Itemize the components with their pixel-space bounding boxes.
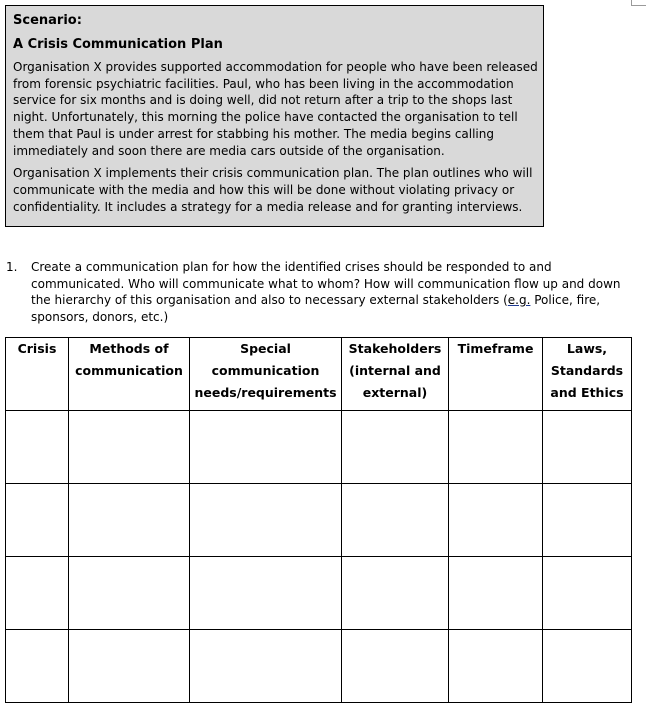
table-row — [6, 411, 632, 484]
communication-plan-table — [5, 337, 632, 703]
table-cell[interactable] — [342, 411, 449, 484]
header-methods: Methods of communication — [69, 338, 190, 411]
page-corner-mark — [631, 0, 646, 6]
table-cell[interactable] — [449, 630, 543, 703]
table-cell[interactable] — [190, 557, 342, 630]
header-stakeholders: Stakeholders (internal and external) — [342, 338, 449, 411]
eg-abbreviation: e.g. — [507, 293, 531, 307]
table-cell[interactable] — [6, 630, 69, 703]
scenario-paragraph-1: Organisation X provides supported accommodation for people who have been released from forensic psychiatric facilities. Paul, who has been living in the accommodation service for six months and is doing well, did not return after a trip to the shops last night. Unfortunately, this morning the police have contacted the organisation to tell them that Paul is under arrest for stabbing his mother. The media begins calling immediately and soon there are media cars outside of the organisation. — [13, 60, 538, 158]
scenario-label: Scenario: — [13, 13, 82, 28]
table-cell[interactable] — [342, 484, 449, 557]
table-cell[interactable] — [190, 411, 342, 484]
question-1 — [6, 259, 626, 325]
table-row — [6, 484, 632, 557]
table-row — [6, 630, 632, 703]
scenario-box — [5, 5, 544, 227]
table-cell[interactable] — [449, 557, 543, 630]
scenario-paragraph-2: Organisation X implements their crisis communication plan. The plan outlines who will communicate with the media and how this will be done without violating privacy or confidentiality. It includes a strategy for a media release and for granting interviews. — [13, 166, 533, 214]
table-row — [6, 557, 632, 630]
header-special-needs: Special communication needs/requirements — [190, 338, 342, 411]
table-header-row — [6, 338, 632, 411]
table-cell[interactable] — [543, 557, 632, 630]
question-number: 1. — [6, 260, 18, 274]
table-cell[interactable] — [543, 630, 632, 703]
table-cell[interactable] — [543, 411, 632, 484]
table-cell[interactable] — [69, 630, 190, 703]
table-cell[interactable] — [6, 557, 69, 630]
table-cell[interactable] — [6, 411, 69, 484]
table-cell[interactable] — [69, 557, 190, 630]
question-text-before: Create a communication plan for how the identified crises should be responded to and communicated. Who will communicate what to whom? How will communication flow up and down the hierarchy of this organisation and also to necessary external stakeholders ( — [31, 260, 621, 307]
table-cell[interactable] — [342, 557, 449, 630]
table-cell[interactable] — [543, 484, 632, 557]
scenario-title: A Crisis Communication Plan — [13, 37, 223, 52]
header-laws: Laws, Standards and Ethics — [543, 338, 632, 411]
table-cell[interactable] — [69, 411, 190, 484]
table-cell[interactable] — [449, 411, 543, 484]
table-cell[interactable] — [342, 630, 449, 703]
question-text-after: Police, fire, sponsors, donors, etc.) — [31, 293, 601, 324]
table-cell[interactable] — [190, 484, 342, 557]
table-cell[interactable] — [69, 484, 190, 557]
table-cell[interactable] — [449, 484, 543, 557]
header-crisis: Crisis — [6, 338, 69, 411]
header-timeframe: Timeframe — [449, 338, 543, 411]
table-cell[interactable] — [190, 630, 342, 703]
question-text — [31, 259, 626, 325]
table-cell[interactable] — [6, 484, 69, 557]
